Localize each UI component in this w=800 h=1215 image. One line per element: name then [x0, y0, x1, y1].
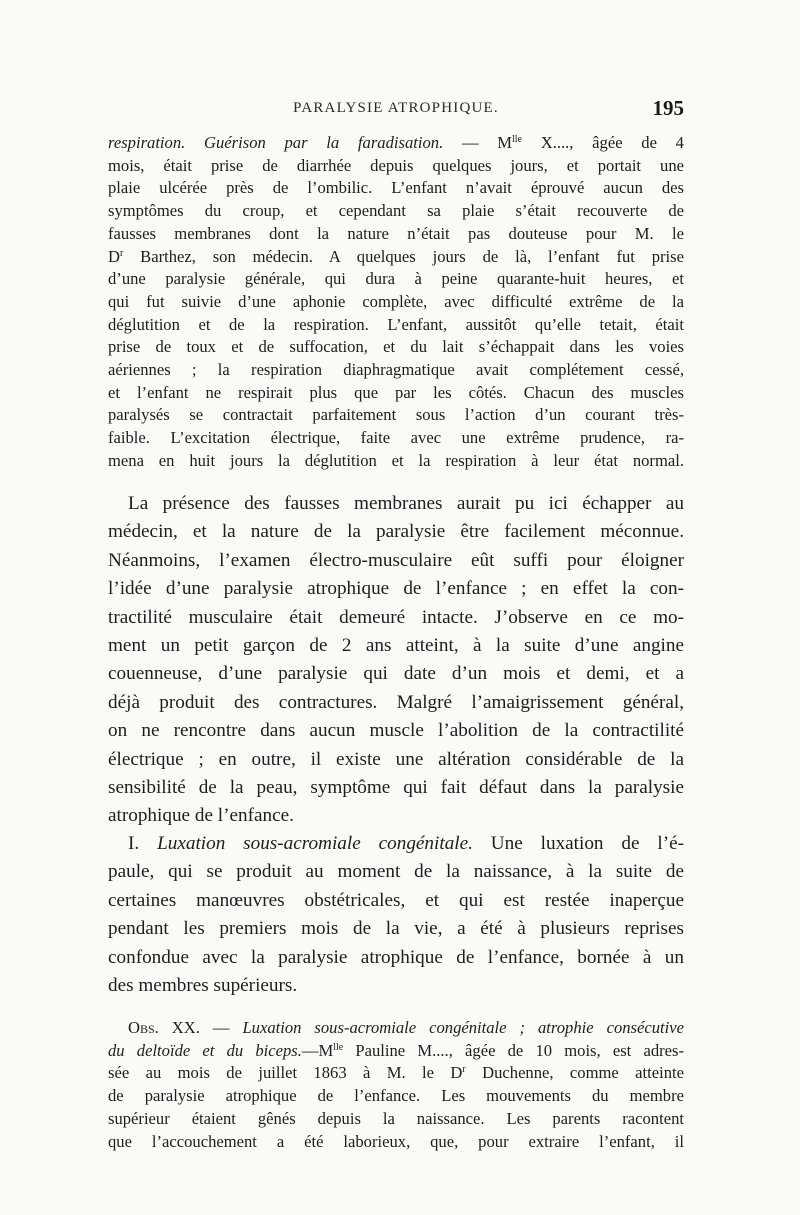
text-line: l’idée d’une paralysie atrophique de l’enfance ; en effet la con- [108, 578, 684, 600]
text-line: du deltoïde et du $biceps.—M^{lle}$ Pauline M...., âgée de 10 mois, est adres- [108, 1040, 685, 1060]
section-number: I. [128, 833, 140, 854]
text-line: symptômes du croup, et cependant sa plaie s’était recouverte de [108, 201, 684, 221]
text-line: on ne rencontre dans aucun muscle l’abolition de la contractilité [108, 720, 684, 742]
text-line: fausses membranes dont la nature n’était pas douteuse pour M. le [108, 223, 684, 243]
text-line: pendant les premiers mois de la vie, a été à plusieurs reprises [108, 918, 684, 940]
commentary-paragraph [108, 490, 684, 831]
text-line: médecin, et la nature de la paralysie être facilement méconnue. [108, 521, 684, 543]
text-line: sensibilité de la peau, symptôme qui fait défaut dans la paralysie [108, 777, 684, 799]
text-line: confondue avec la paralysie atrophique de l’enfance, bornée à un [108, 946, 684, 968]
text-line: tractilité musculaire était demeuré intacte. J’observe en ce mo- [108, 606, 684, 628]
text-line: certaines manœuvres obstétricales, et qui est restée inaperçue [108, 889, 684, 911]
text-line: $D^r$ Barthez, son médecin. A quelques jours de là, l’enfant fut prise [108, 246, 684, 266]
text-line: I. Luxation sous-acromiale congénitale. Une luxation de l’é- [128, 833, 684, 854]
text-line: faible. L’excitation électrique, faite avec une extrême prudence, ra- [108, 428, 684, 448]
text-line: déglutition et de la respiration. L’enfant, aussitôt qu’elle tetait, était [108, 314, 684, 334]
text-line: respiration. Guérison par la faradisation. — $M^{lle}$ X...., âgée de 4 [108, 133, 684, 152]
text-line: de paralysie atrophique de l’enfance. Les mouvements du membre [108, 1086, 684, 1106]
text-line: prise de toux et de suffocation, et du lait s’échappait dans les voies [108, 337, 684, 357]
text-line: La présence des fausses membranes aurait pu ici échapper au [128, 493, 684, 514]
running-title: PARALYSIE ATROPHIQUE. [293, 100, 499, 116]
text-line: mena en huit jours la déglutition et la respiration à leur état normal. [108, 450, 684, 470]
text-line: plaie ulcérée près de l’ombilic. L’enfant n’avait éprouvé aucun des [108, 178, 684, 198]
section-luxation-paragraph [108, 830, 684, 1000]
text-line: atrophique de l’enfance. [108, 805, 294, 827]
observation-xix-text [108, 132, 684, 473]
text-line: mois, était prise de diarrhée depuis quelques jours, et portait une [108, 155, 684, 175]
section-heading: Luxation sous-acromiale congénitale. [157, 833, 473, 854]
text-line: Obs. XX. — Luxation sous-acromiale congénitale ; atrophie consécutive [128, 1018, 684, 1037]
text-line: aériennes ; la respiration diaphragmatique avait complétement cessé, [108, 360, 684, 380]
text-line: qui fut suivie d’une aphonie complète, avec difficulté extrême de la [108, 291, 684, 311]
text-line: des membres supérieurs. [108, 975, 298, 997]
text-line: et l’enfant ne respirait plus que par les côtés. Chacun des muscles [108, 382, 684, 402]
text-line: couenneuse, d’une paralysie qui date d’un mois et demi, et a [108, 663, 684, 685]
text-line: électrique ; en outre, il existe une altération considérable de la [108, 748, 684, 770]
text-line: d’une paralysie générale, qui dura à peine quarante-huit heures, et [108, 269, 684, 289]
text-line: paralysés se contractait parfaitement sous l’action d’un courant très- [108, 405, 684, 425]
text-line: paule, qui se produit au moment de la naissance, à la suite de [108, 861, 684, 883]
text-line: que l’accouchement a été laborieux, que, pour extraire l’enfant, il [108, 1131, 684, 1151]
page-number: 195 [652, 96, 684, 120]
text-line: sée au mois de juillet 1863 à M. le $D^r$ Duchenne, comme atteinte [108, 1063, 684, 1083]
observation-xx-text [108, 1017, 684, 1153]
observation-label: Obs. XX. [128, 1018, 200, 1037]
text-line: ment un petit garçon de 2 ans atteint, à la suite d’une angine [108, 635, 684, 657]
text-line: déjà produit des contractures. Malgré l’amaigrissement général, [108, 691, 684, 713]
text-line: supérieur étaient gênés depuis la naissance. Les parents racontent [108, 1108, 684, 1128]
running-head [108, 98, 684, 126]
text-line: Néanmoins, l’examen électro-musculaire eût suffi pour éloigner [108, 549, 684, 571]
